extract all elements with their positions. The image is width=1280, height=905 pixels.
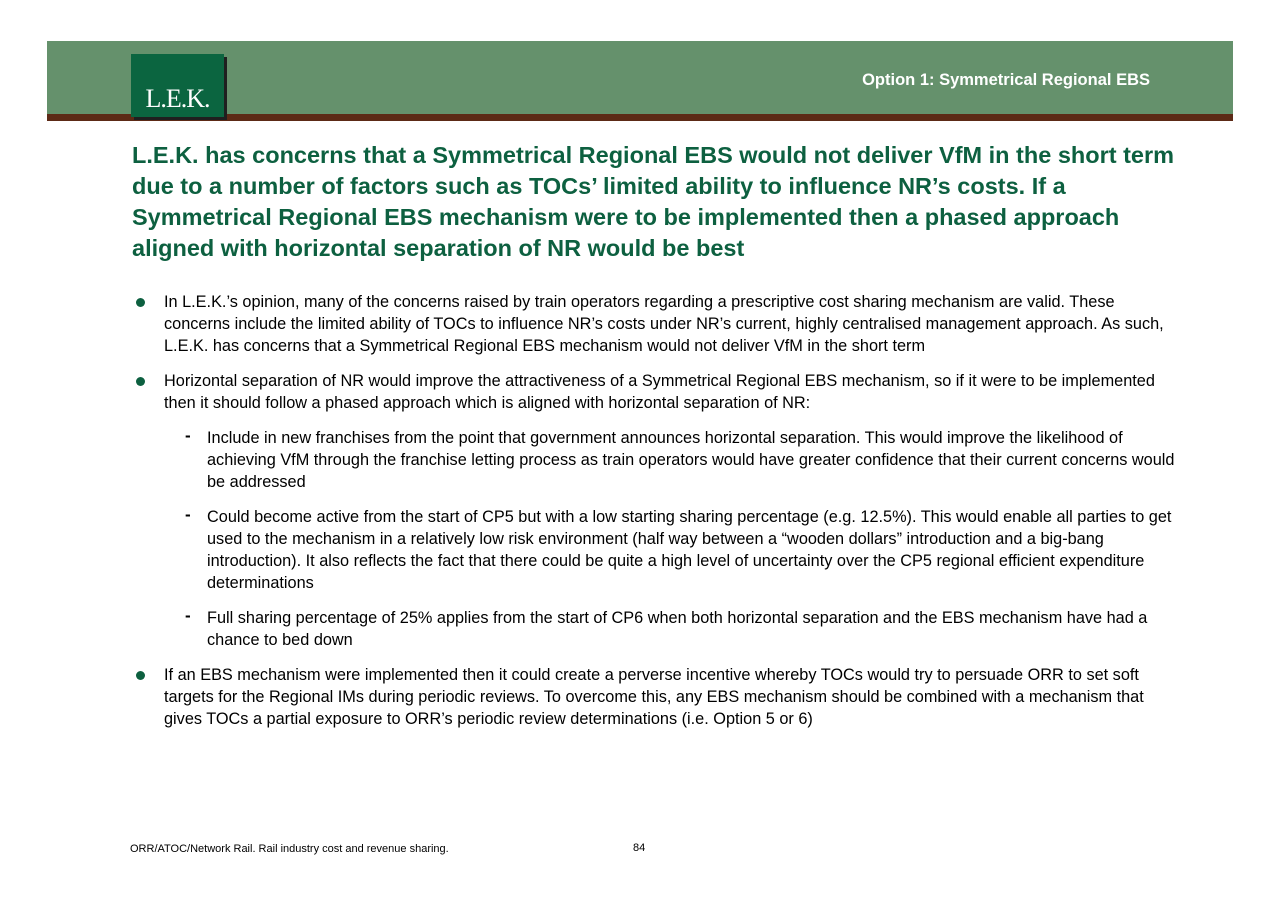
sub-bullet-text: Full sharing percentage of 25% applies from the start of CP6 when both horizontal separation and the EBS mechanism have had a chance to bed down (207, 609, 1148, 649)
page-number: 84 (633, 842, 646, 854)
sub-bullet-text: Could become active from the start of CP5 but with a low starting sharing percentage (e.g. 12.5%). This would enable all parties to get used to the mechanism in a relatively low risk environment (half way between a “wooden dollars” introduction and a big-bang introduction). It also reflects the fact that there could be quite a high level of uncertainty over the CP5 regional efficient expenditure determinations (207, 508, 1172, 592)
bullet-dot-icon (136, 377, 145, 386)
header-rule (47, 114, 1233, 121)
section-label: Option 1: Symmetrical Regional EBS (862, 71, 1150, 89)
bullet-dot-icon (136, 298, 145, 307)
bullet-text: Horizontal separation of NR would improve the attractiveness of a Symmetrical Regional EBS mechanism, so if it were to be implemented then it should follow a phased approach which is aligned with horizontal separation of NR: (164, 372, 1155, 412)
sub-bullet-list (164, 427, 1182, 651)
bullet-item (132, 291, 1182, 357)
bullet-list (132, 291, 1182, 743)
bullet-item (132, 370, 1182, 651)
bullet-text: If an EBS mechanism were implemented then it could create a perverse incentive whereby TOCs would try to persuade ORR to set soft targets for the Regional IMs during periodic reviews. To overcome this, any EBS mechanism should be combined with a mechanism that gives TOCs a partial exposure to ORR’s periodic review determinations (i.e. Option 5 or 6) (164, 666, 1144, 728)
bullet-text: In L.E.K.’s opinion, many of the concerns raised by train operators regarding a prescriptive cost sharing mechanism are valid. These concerns include the limited ability of TOCs to influence NR’s costs under NR’s current, highly centralised management approach. As such, L.E.K. has concerns that a Symmetrical Regional EBS mechanism would not deliver VfM in the short term (164, 293, 1164, 355)
sub-bullet-text: Include in new franchises from the point that government announces horizontal separation. This would improve the likelihood of achieving VfM through the franchise letting process as train operators would have greater confidence that their current concerns would be addressed (207, 429, 1175, 491)
bullet-item (132, 664, 1182, 730)
logo-text: L.E.K. (145, 84, 210, 113)
dash-icon: - (185, 505, 191, 524)
footer-source: ORR/ATOC/Network Rail. Rail industry cost and revenue sharing. (130, 843, 449, 855)
slide-title: L.E.K. has concerns that a Symmetrical Regional EBS would not deliver VfM in the short term due to a number of factors such as TOCs’ limited ability to influence NR’s costs. If a Symmetrical Regional EBS mechanism were to be implemented then a phased approach aligned with horizontal separation of NR would be best (132, 142, 1175, 261)
dash-icon: - (185, 606, 191, 625)
dash-icon: - (185, 426, 191, 445)
sub-bullet-item (132, 607, 1182, 651)
sub-bullet-item (132, 506, 1182, 594)
bullet-dot-icon (136, 671, 145, 680)
sub-bullet-item (132, 427, 1182, 493)
lek-logo (131, 54, 224, 117)
